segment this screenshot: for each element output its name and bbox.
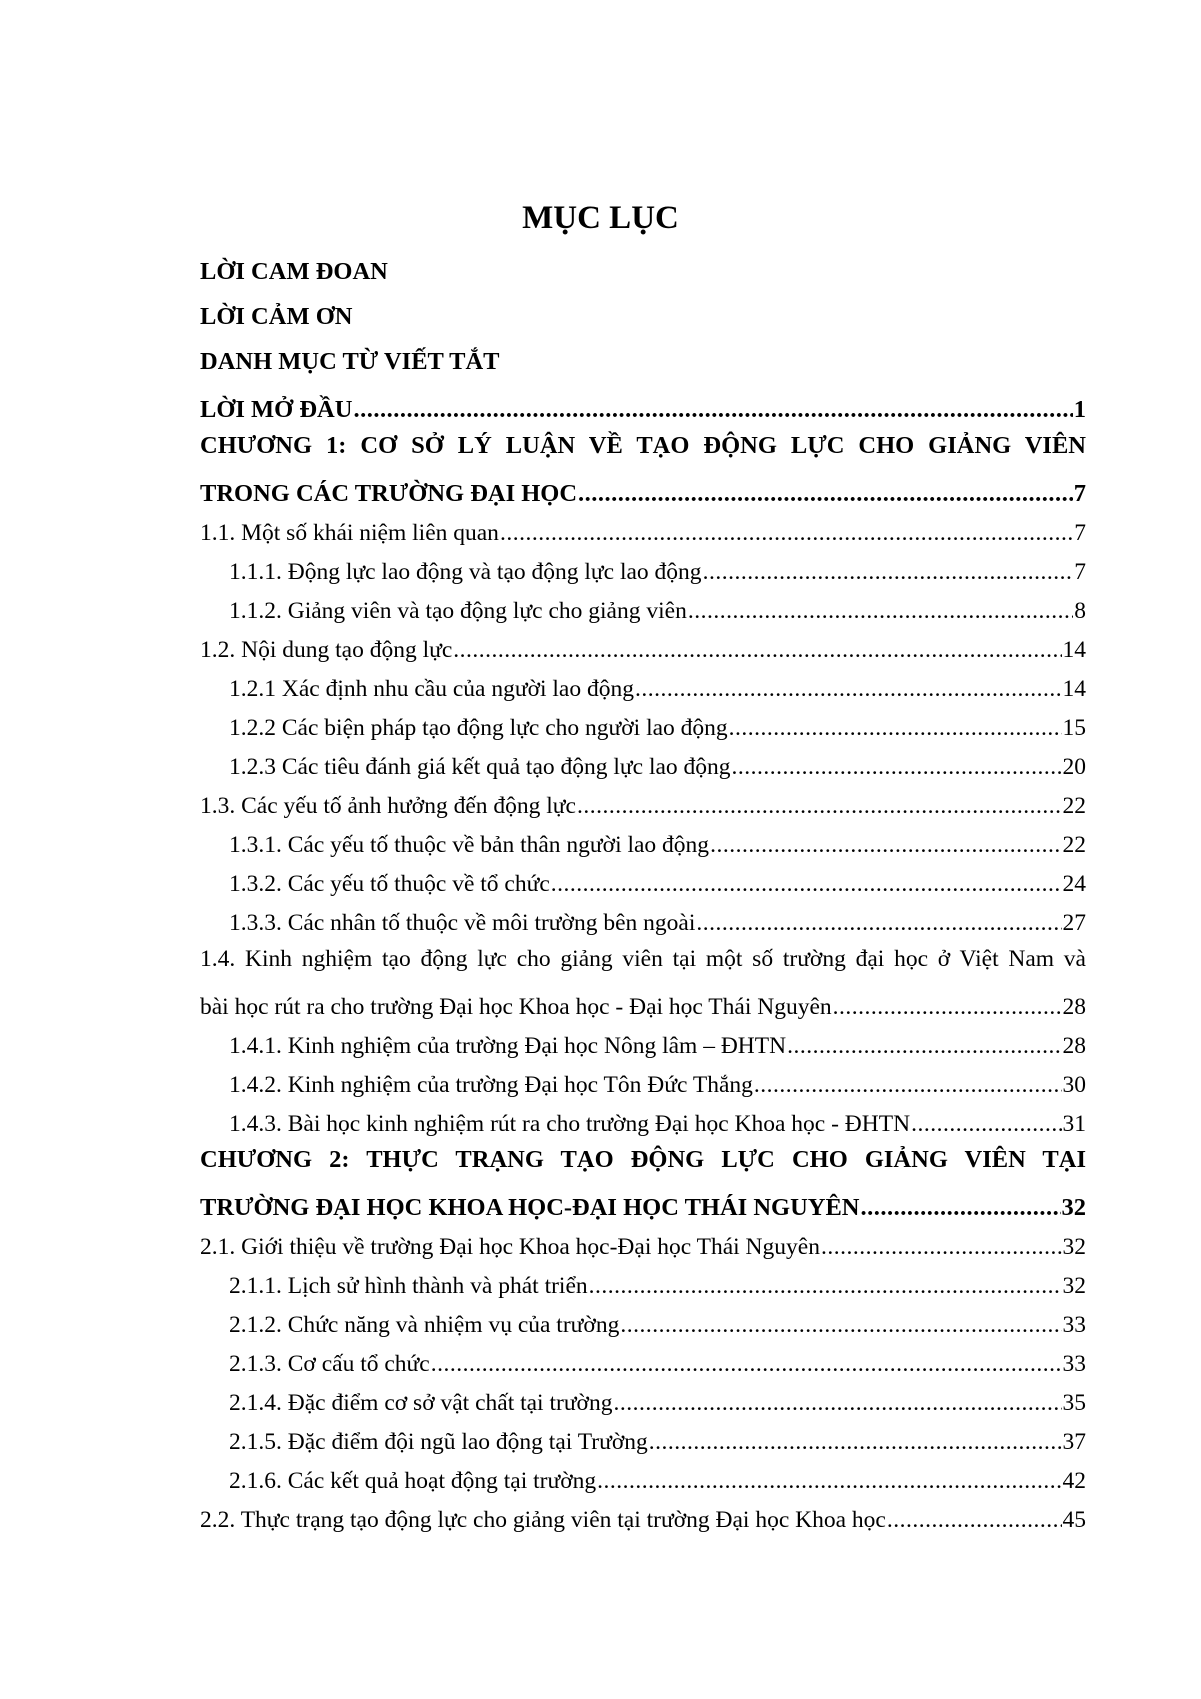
toc-entry-title: 2.1.2. Chức năng và nhiệm vụ của trường <box>229 1312 620 1338</box>
toc-entry-title: DANH MỤC TỪ VIẾT TẮT <box>200 348 500 375</box>
toc-entry-title: TRONG CÁC TRƯỜNG ĐẠI HỌC <box>200 480 578 507</box>
toc-entry-page: 22 <box>1062 793 1086 819</box>
toc-entry-page: 24 <box>1062 871 1086 897</box>
toc-entry-title: 1.1.2. Giảng viên và tạo động lực cho giảng viên <box>229 598 687 624</box>
dot-leader <box>620 1310 1061 1340</box>
toc-entry-title: 2.1.6. Các kết quả hoạt động tại trường <box>229 1468 597 1494</box>
toc-entry-page: 30 <box>1062 1072 1086 1098</box>
toc-entry[interactable] <box>200 626 1086 665</box>
toc-entry-title: 2.1.5. Đặc điểm đội ngũ lao động tại Trường <box>229 1429 648 1455</box>
dot-leader <box>649 1427 1062 1457</box>
toc-entry[interactable] <box>200 1139 1086 1184</box>
dot-leader <box>577 791 1062 821</box>
toc-entry-title: 1.3.2. Các yếu tố thuộc về tổ chức <box>229 871 550 897</box>
toc-entry[interactable] <box>200 821 1086 860</box>
toc-entry-title: LỜI CẢM ƠN <box>200 303 353 330</box>
dot-leader <box>589 1271 1062 1301</box>
toc-entry[interactable] <box>200 509 1086 548</box>
dot-leader <box>551 869 1062 899</box>
toc-entry[interactable] <box>200 1262 1086 1301</box>
toc-entry-title: 1.3.1. Các yếu tố thuộc về bản thân người lao động <box>229 832 710 858</box>
toc-entry-title: 2.1.3. Cơ cấu tổ chức <box>229 1351 430 1377</box>
dot-leader <box>710 830 1061 860</box>
toc-entry[interactable] <box>200 1184 1086 1223</box>
toc-entry[interactable] <box>200 1496 1086 1535</box>
toc-entry[interactable] <box>200 938 1086 983</box>
toc-entry[interactable] <box>200 1223 1086 1262</box>
toc-entry-page: 28 <box>1062 994 1086 1020</box>
toc-entry-title: 1.2.3 Các tiêu đánh giá kết quả tạo động lực lao động <box>229 754 731 780</box>
toc-entry-title: 1.4.2. Kinh nghiệm của trường Đại học Tôn Đức Thắng <box>229 1072 753 1098</box>
toc-entry-page: 7 <box>1074 559 1086 585</box>
toc-entry[interactable] <box>200 899 1086 938</box>
toc-entry-title: 2.1. Giới thiệu về trường Đại học Khoa học-Đại học Thái Nguyên <box>200 1234 820 1260</box>
dot-leader <box>754 1070 1062 1100</box>
dot-leader <box>787 1031 1061 1061</box>
dot-leader <box>578 479 1073 509</box>
dot-leader <box>635 674 1062 704</box>
toc-entry[interactable] <box>200 1418 1086 1457</box>
toc-entry-page: 14 <box>1062 637 1086 663</box>
toc-entry-title: bài học rút ra cho trường Đại học Khoa học - Đại học Thái Nguyên <box>200 994 832 1020</box>
toc-entry-title: 1.2.1 Xác định nhu cầu của người lao động <box>229 676 634 702</box>
toc-entry-title: 1.4. Kinh nghiệm tạo động lực cho giảng viên tại một số trường đại học ở Việt Nam và <box>200 946 1086 972</box>
toc-entry-page: 35 <box>1062 1390 1086 1416</box>
toc-entry-title: 1.2. Nội dung tạo động lực <box>200 637 453 663</box>
page-title: MỤC LỤC <box>522 200 679 236</box>
dot-leader <box>833 992 1062 1022</box>
toc-entry-page: 32 <box>1062 1234 1086 1260</box>
toc-entry-title: CHƯƠNG 1: CƠ SỞ LÝ LUẬN VỀ TẠO ĐỘNG LỰC CHO GIẢNG VIÊN <box>200 432 1086 459</box>
toc-entry-page: 42 <box>1062 1468 1086 1494</box>
dot-leader <box>732 752 1062 782</box>
toc-entry[interactable] <box>200 341 1086 386</box>
toc-entry[interactable] <box>200 1457 1086 1496</box>
toc-entry-page: 31 <box>1062 1111 1086 1137</box>
dot-leader <box>911 1109 1061 1139</box>
toc-entry[interactable] <box>200 1061 1086 1100</box>
toc-entry[interactable] <box>200 782 1086 821</box>
toc-entry-title: TRƯỜNG ĐẠI HỌC KHOA HỌC-ĐẠI HỌC THÁI NGUYÊN <box>200 1194 860 1221</box>
toc-entry[interactable] <box>200 743 1086 782</box>
toc-entry-title: LỜI CAM ĐOAN <box>200 258 388 285</box>
toc-entry-page: 28 <box>1062 1033 1086 1059</box>
dot-leader <box>821 1232 1062 1262</box>
toc-entry[interactable] <box>200 251 1086 296</box>
toc-entry-page: 7 <box>1073 480 1086 507</box>
toc-entry[interactable] <box>200 1100 1086 1139</box>
dot-leader <box>729 713 1062 743</box>
toc-entry-page: 20 <box>1062 754 1086 780</box>
dot-leader <box>696 908 1061 938</box>
toc-entry-title: LỜI MỞ ĐẦU <box>200 396 353 423</box>
dot-leader <box>431 1349 1062 1379</box>
toc-entry-page: 8 <box>1074 598 1086 624</box>
toc-entry[interactable] <box>200 296 1086 341</box>
toc-entry-page: 27 <box>1062 910 1086 936</box>
toc-entry[interactable] <box>200 1340 1086 1379</box>
toc-entry[interactable] <box>200 386 1086 425</box>
dot-leader <box>688 596 1073 626</box>
toc-entry[interactable] <box>200 983 1086 1022</box>
toc-entry-title: 1.3.3. Các nhân tố thuộc về môi trường bên ngoài <box>229 910 696 936</box>
toc-entry-title: 2.2. Thực trạng tạo động lực cho giảng viên tại trường Đại học Khoa học <box>200 1507 886 1533</box>
toc-entry-page: 32 <box>1061 1194 1086 1221</box>
table-of-contents <box>200 251 1086 1535</box>
toc-entry[interactable] <box>200 587 1086 626</box>
toc-entry-page: 37 <box>1062 1429 1086 1455</box>
dot-leader <box>597 1466 1061 1496</box>
dot-leader <box>500 518 1073 548</box>
toc-entry-title: 1.3. Các yếu tố ảnh hưởng đến động lực <box>200 793 576 819</box>
toc-entry-page: 32 <box>1062 1273 1086 1299</box>
toc-entry[interactable] <box>200 860 1086 899</box>
toc-entry-title: 1.1.1. Động lực lao động và tạo động lực lao động <box>229 559 702 585</box>
toc-entry-title: 1.1. Một số khái niệm liên quan <box>200 520 499 546</box>
toc-entry[interactable] <box>200 665 1086 704</box>
toc-entry-page: 15 <box>1062 715 1086 741</box>
toc-entry-page: 14 <box>1062 676 1086 702</box>
dot-leader <box>353 395 1072 425</box>
toc-entry-page: 7 <box>1074 520 1086 546</box>
toc-entry[interactable] <box>200 1022 1086 1061</box>
toc-entry[interactable] <box>200 548 1086 587</box>
toc-entry[interactable] <box>200 470 1086 509</box>
dot-leader <box>861 1193 1061 1223</box>
toc-entry-page: 33 <box>1062 1351 1086 1377</box>
toc-entry[interactable] <box>200 425 1086 470</box>
toc-entry-title: 2.1.4. Đặc điểm cơ sở vật chất tại trường <box>229 1390 613 1416</box>
toc-entry-page: 45 <box>1062 1507 1086 1533</box>
dot-leader <box>453 635 1061 665</box>
toc-entry-title: 1.2.2 Các biện pháp tạo động lực cho người lao động <box>229 715 728 741</box>
dot-leader <box>703 557 1074 587</box>
toc-entry-page: 1 <box>1073 396 1086 423</box>
toc-entry-title: 2.1.1. Lịch sử hình thành và phát triển <box>229 1273 588 1299</box>
toc-entry-title: CHƯƠNG 2: THỰC TRẠNG TẠO ĐỘNG LỰC CHO GIẢNG VIÊN TẠI <box>200 1146 1086 1173</box>
toc-entry[interactable] <box>200 1301 1086 1340</box>
toc-entry[interactable] <box>200 704 1086 743</box>
toc-entry-title: 1.4.1. Kinh nghiệm của trường Đại học Nông lâm – ĐHTN <box>229 1033 787 1059</box>
toc-entry-title: 1.4.3. Bài học kinh nghiệm rút ra cho trường Đại học Khoa học - ĐHTN <box>229 1111 911 1137</box>
toc-entry-page: 22 <box>1062 832 1086 858</box>
toc-entry[interactable] <box>200 1379 1086 1418</box>
dot-leader <box>887 1505 1062 1535</box>
dot-leader <box>613 1388 1061 1418</box>
toc-entry-page: 33 <box>1062 1312 1086 1338</box>
